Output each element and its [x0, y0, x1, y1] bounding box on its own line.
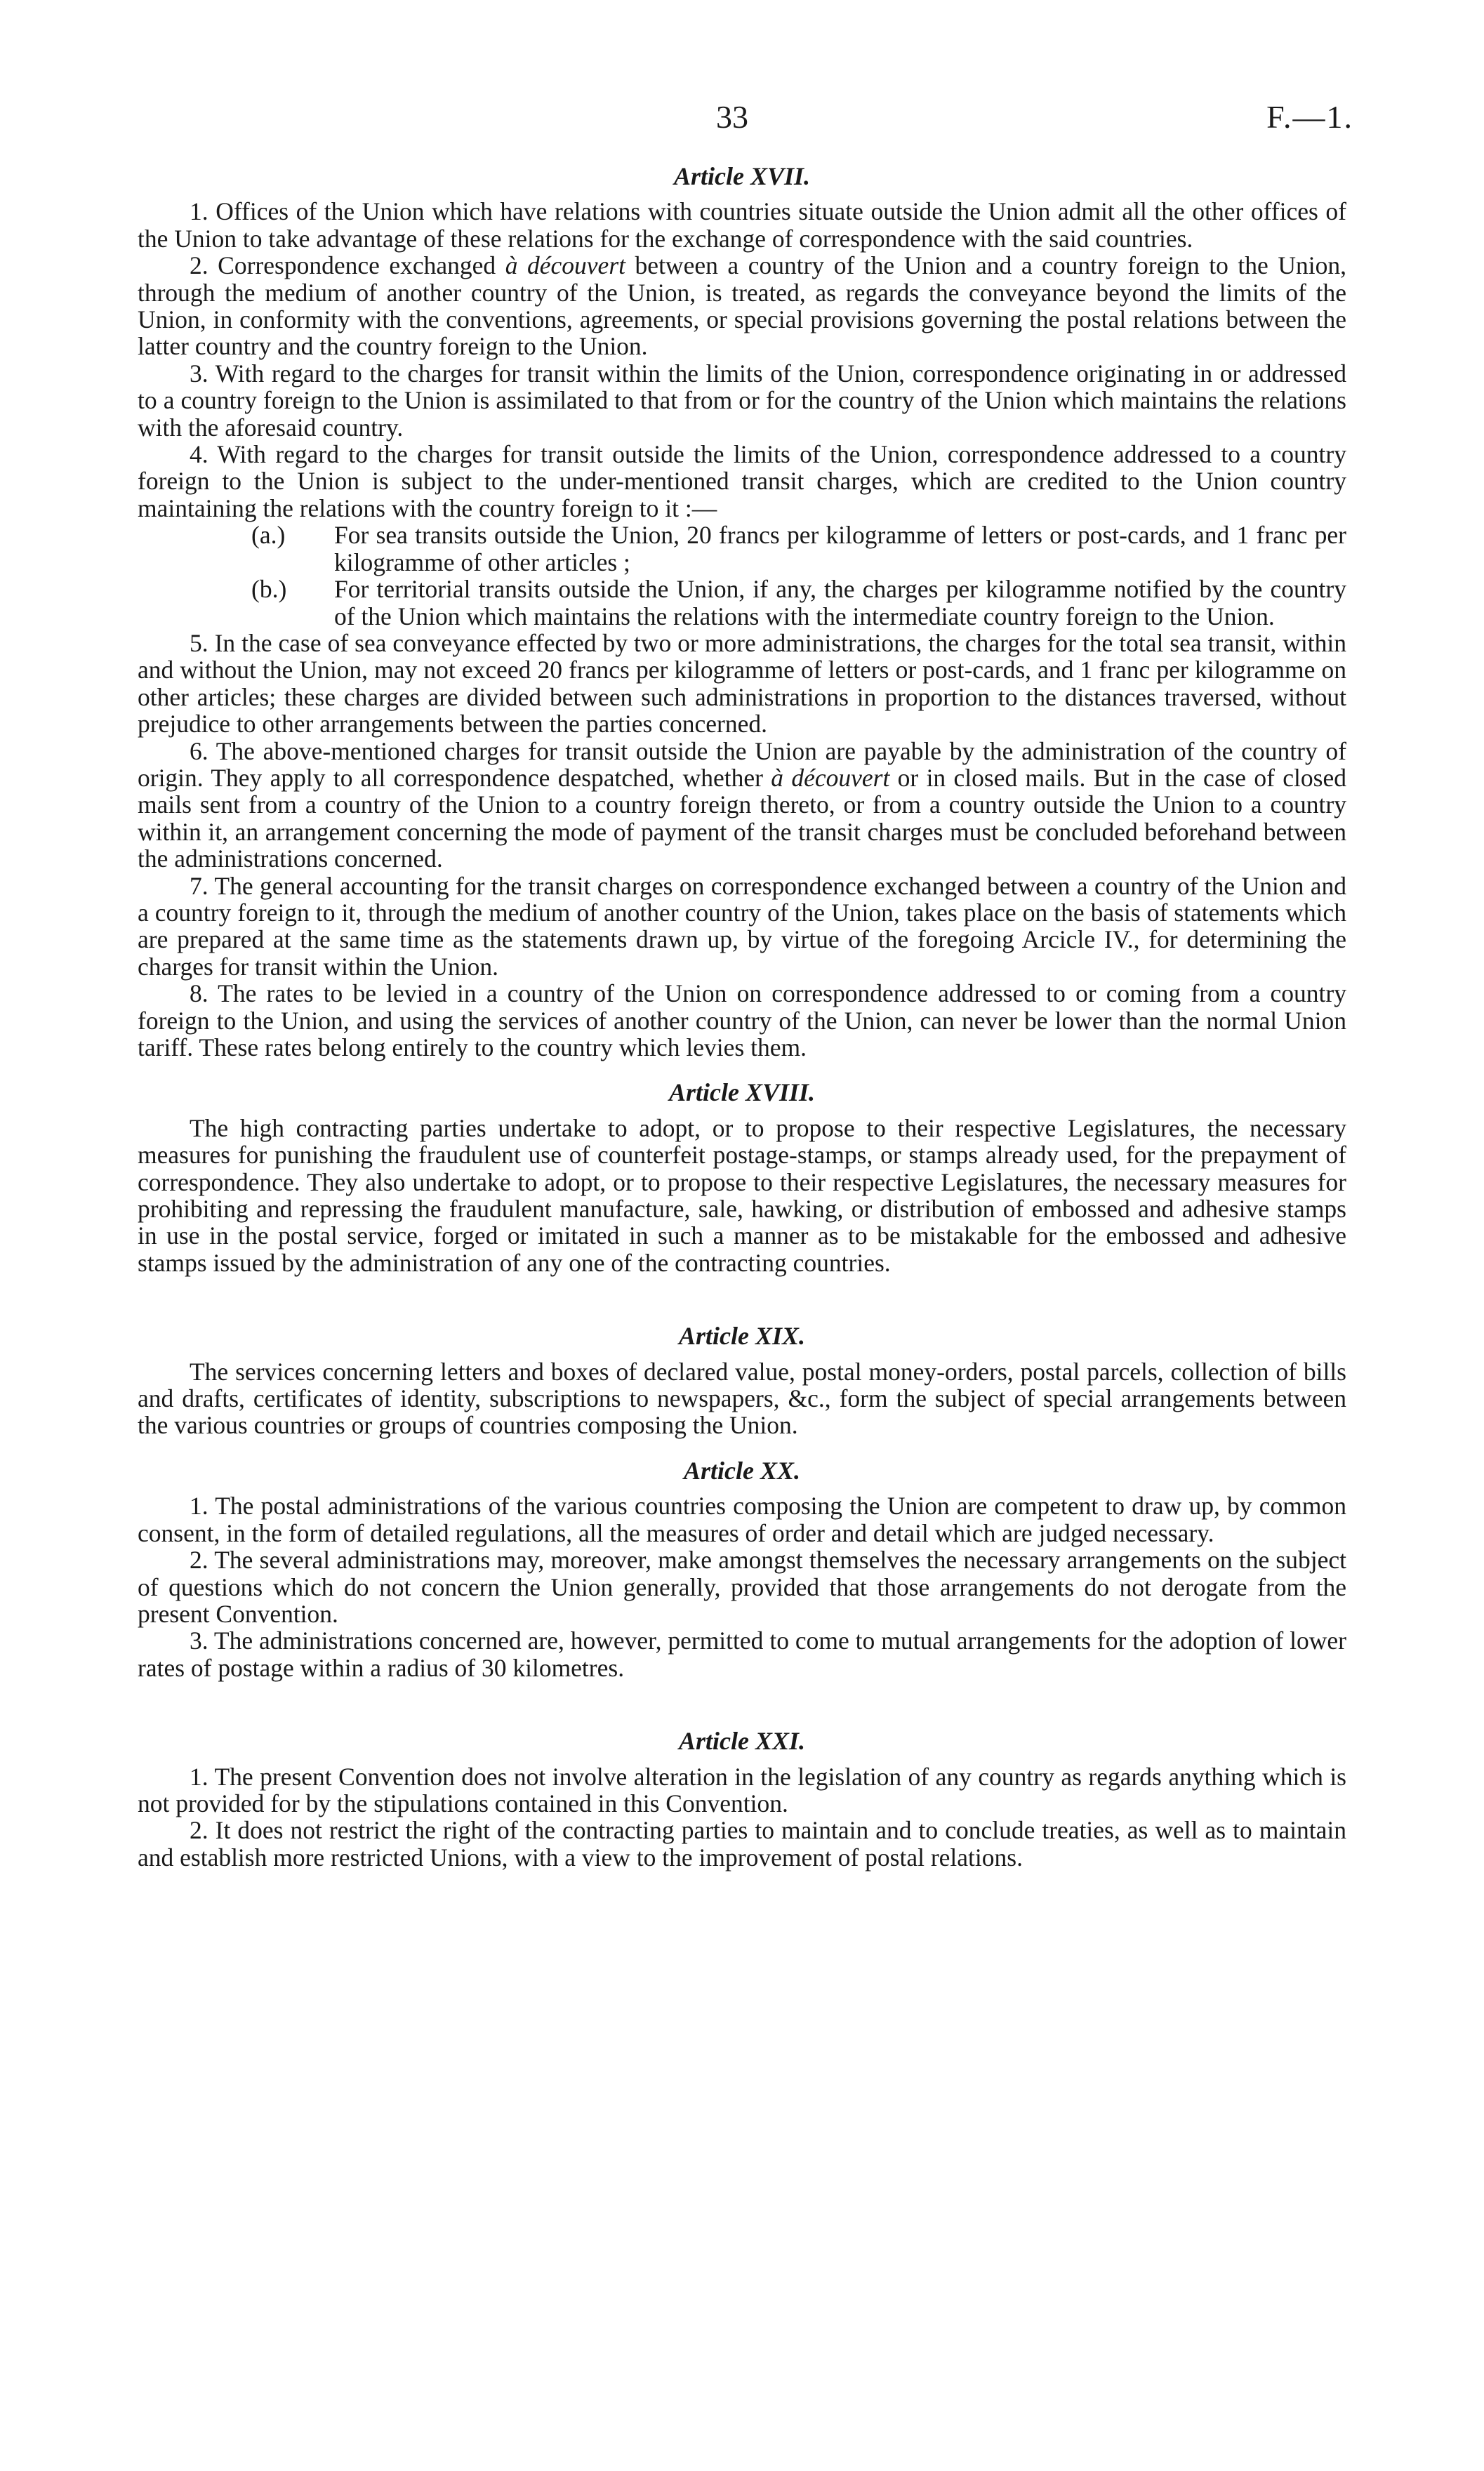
- paragraph: 1. Offices of the Union which have relations with countries situate outside the Union admit all the other offices of the Union to take advantage of these relations for the exchange of correspondence with the said countries.: [138, 197, 1346, 253]
- article-heading: Article XX.: [683, 1456, 800, 1485]
- paragraph: The services concerning letters and boxes of declared value, postal money-orders, postal parcels, collection of bills and drafts, certificates of identity, subscriptions to newspapers, &c., form the subject of special arrangements between the various countries or groups of countries composing the Union.: [138, 1357, 1346, 1440]
- paragraph: 1. The postal administrations of the various countries composing the Union are competent to draw up, by common consent, in the form of detailed regulations, all the measures of order and detail which are judged necessary.: [138, 1492, 1346, 1547]
- paragraph: 8. The rates to be levied in a country of the Union on correspondence addressed to or coming from a country foreign to the Union, and using the services of another country of the Union, can never be lower than the normal Union tariff. These rates belong entirely to the country which levies them.: [138, 979, 1346, 1061]
- paragraph: The high contracting parties undertake to adopt, or to propose to their respective Legislatures, the necessary measures for punishing the fraudulent use of counterfeit postage-stamps, or stamps already used, for the prepayment of correspondence. They also undertake to adopt, or to propose to their respective Legislatures, the necessary measures for prohibiting and repressing the fraudulent manufacture, sale, hawking, or distribution of embossed and adhesive stamps in use in the postal service, forged or imitated in such a manner as to be mistakable for the embossed and adhesive stamps issued by the administration of any one of the contracting countries.: [138, 1113, 1346, 1277]
- paragraph: 4. With regard to the charges for transit outside the limits of the Union, correspondence addressed to a country foreign to the Union is subject to the under-mentioned transit charges, which are credited to the Union country maintaining the relations with the country foreign to it :—: [138, 440, 1346, 522]
- article-heading: Article XIX.: [678, 1322, 806, 1351]
- sub-item-label: (a.): [251, 521, 286, 550]
- document-body: [138, 163, 1346, 1871]
- article-heading: Article XVII.: [673, 162, 811, 190]
- article-18: [138, 1079, 1346, 1276]
- paragraph: 1. The present Convention does not involve alteration in the legislation of any country as regards anything which is not provided for by the stipulations contained in this Convention.: [138, 1762, 1346, 1817]
- paragraph: 2. The several administrations may, moreover, make amongst themselves the necessary arrangements on the subject of questions which do not concern the Union generally, provided that those arrangements do not derogate from the present Convention.: [138, 1546, 1346, 1628]
- document-reference: F.—1.: [1266, 99, 1353, 135]
- sub-item-label: (b.): [251, 575, 287, 604]
- page-header: [0, 98, 1484, 147]
- paragraph: 3. With regard to the charges for transit within the limits of the Union, correspondence originating in or addressed to a country foreign to the Union is assimilated to that from or for the country of the Union which maintains the relations with the aforesaid country.: [138, 359, 1346, 442]
- article-20: [138, 1457, 1346, 1681]
- paragraph: 5. In the case of sea conveyance effected by two or more administrations, the charges for the total sea transit, within and without the Union, may not exceed 20 francs per kilogramme of letters or post-cards, and 1 franc per kilogramme on other articles; these charges are divided between such administrations in proportion to the distances traversed, without prejudice to other arrangements between the parties concerned.: [138, 628, 1346, 738]
- paragraph: 3. The administrations concerned are, however, permitted to come to mutual arrangements for the adoption of lower rates of postage within a radius of 30 kilometres.: [138, 1627, 1346, 1682]
- paragraph: 6. The above-mentioned charges for transit outside the Union are payable by the administration of the country of origin. They apply to all correspondence despatched, whether à découvert or in closed mails. But in the case of closed mails sent from a country of the Union to a country foreign thereto, or from a country outside the Union to a country within it, an arrangement concerning the mode of payment of the transit charges must be concluded beforehand between the administrations concerned.: [138, 736, 1346, 873]
- sub-item-text: For territorial transits outside the Union, if any, the charges per kilogramme notified by the country of the Union which maintains the relations with the intermediate country foreign to the Union.: [334, 575, 1346, 630]
- article-19: [138, 1323, 1346, 1439]
- sub-item-text: For sea transits outside the Union, 20 francs per kilogramme of letters or post-cards, and 1 franc per kilogramme of other articles ;: [334, 521, 1346, 576]
- article-21: [138, 1728, 1346, 1871]
- paragraph: 2. Correspondence exchanged à découvert between a country of the Union and a country foreign to the Union, through the medium of another country of the Union, is treated, as regards the conveyance beyond the limits of the Union, in conformity with the conventions, agreements, or special provisions governing the postal relations between the latter country and the country foreign to the Union.: [138, 251, 1346, 361]
- sub-item: [251, 576, 1346, 630]
- article-heading: Article XVIII.: [668, 1078, 816, 1107]
- paragraph: 2. It does not restrict the right of the contracting parties to maintain and to conclude treaties, as well as to maintain and establish more restricted Unions, with a view to the improvement of postal relations.: [138, 1816, 1346, 1872]
- sub-item: [251, 522, 1346, 576]
- article-heading: Article XXI.: [678, 1727, 806, 1756]
- page-number: 33: [716, 99, 748, 135]
- article-17: [138, 163, 1346, 1061]
- paragraph: 7. The general accounting for the transit charges on correspondence exchanged between a country of the Union and a country foreign to it, through the medium of another country of the Union, takes place on the basis of statements which are prepared at the same time as the statements drawn up, by virtue of the foregoing Arcicle IV., for determining the charges for transit within the Union.: [138, 871, 1346, 981]
